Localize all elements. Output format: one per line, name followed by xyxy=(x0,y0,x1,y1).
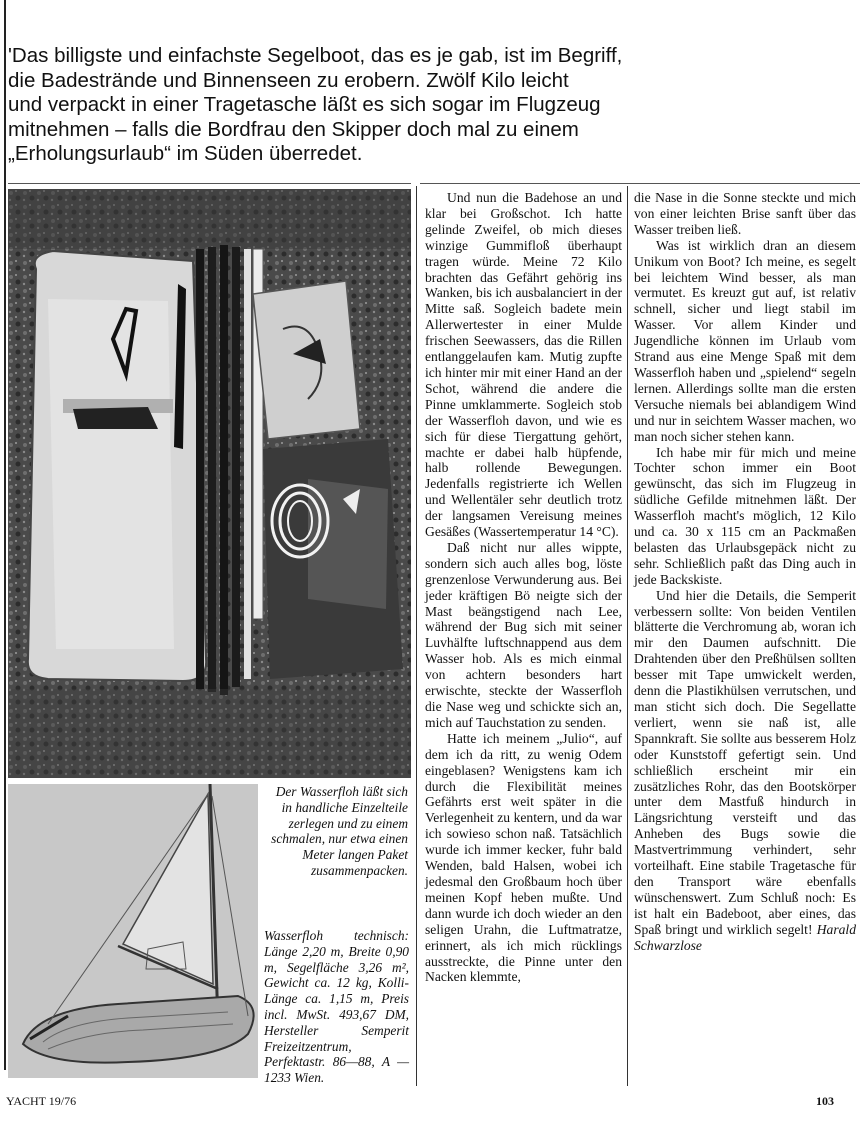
article-paragraph: Hatte ich meinem „Julio“, auf dem ich da ritt, zu wenig Odem eingeblasen? Wenigstens kam ich durch die Flexibilität meines Gefährts erst weit später in die Verlegenheit zu kentern, und da war ich sowieso schon naß. Tatsächlich wurde ich immer kecker, fuhr bald Wenden, bald Halsen, wobei ich jedesmal den Großbaum hoch über meinen Kopf heben mußte. Und dann wurde ich doch wieder an den seligen Urahn, die Luftmatratze, erinnert, als ich mich rücklings ausstreckte, die Pinne unter den Nacken klemmte, xyxy=(425,730,622,985)
paragraph-text: Und hier die Details, die Semperit verbessern sollte: Von beiden Ventilen blätterte die Verchromung ab, woran ich mir den Daumen aufschnitt. Die Drahtenden über den Preßhülsen sollten besser mit Tape umwickelt werden, denn die Plastikhülsen verrutschen, und man sticht sich doch. Die Segellatte verliert, wenn sie naß ist, alle Spannkraft. Sie sollte aus besserem Holz oder Kunststoff gefertigt sein. Und schließlich erscheint mir ein zusätzliches Rohr, das den Bootskörper unter dem Mastfuß hindurch in Längsrichtung versteift und das Anheben des Bugs sowie die Mastvertrimmung verhindert, sehr vorteilhaft. Eine stabile Tragetasche für den Transport wäre ebenfalls wünschenswert. Zum Schluß noch: Es ist halt ein Badeboot, aber eines, das Spaß bringt und wirklich segelt! xyxy=(634,587,856,937)
boat-parts-photo xyxy=(8,189,411,778)
sailboat-illustration xyxy=(8,784,258,1078)
intro-line: 'Das billigste und einfachste Segelboot, das es je gab, ist im Begriff, xyxy=(8,44,623,67)
intro-line: mitnehmen – falls die Bordfrau den Skipper doch mal zu einem xyxy=(8,117,579,141)
intro-paragraph xyxy=(8,44,848,167)
article-paragraph: Daß nicht nur alles wippte, sondern sich auch alles bog, löste grenzenlose Verwunderung aus. Bei jeder kräftigen Bö neigte sich der Mast beängstigend nach Lee, während der Bug sich mit seiner Luvhälfte luftschnappend aus dem Wasser hob. Als es mich einmal von achtern besonders hart erwischte, steckte der Wasserfloh die Nase weg und schickte sich an, mich auf Tauchstation zu senden. xyxy=(425,539,622,730)
article-paragraph: Und nun die Badehose an und klar bei Großschot. Ich hatte gelinde Zweifel, ob mich dieses winzige Gummifloß überhaupt tragen würde. Meine 72 Kilo brachten das Gefährt gehörig ins Wanken, bis ich ausbalanciert in der Mitte saß. Sogleich badete mein Allerwertester in einer Mulde frischen Seewassers, das die Rillen entlanggelaufen kam. Mutig zupfte ich hinter mir mit einer Hand an der Schot, während die andere die Pinne umklammerte. Sogleich stob der Wasserfloh davon, und wie es sich für diese Tiergattung gehört, machte er dabei halb hüpfende, halb rollende Bewegungen. Jedenfalls registrierte ich Wellen und Wellentäler sehr deutlich trotz der langsamen Vereisung meines Gesäßes (Wassertemperatur 14 °C). xyxy=(425,190,622,540)
author-byline: Harald Schwarzlose xyxy=(634,921,856,953)
intro-line: die Badestrände und Binnenseen zu erobern. Zwölf Kilo leicht xyxy=(8,68,569,92)
specs-caption: Wasserfloh technisch: Länge 2,20 m, Breite 0,90 m, Segelfläche 3,26 m², Gewicht ca. 12 kg, Kolli-Länge ca. 1,15 m, Preis incl. MwSt. 493,67 DM, Hersteller Semperit Freizeitzentrum, Perfektastr. 86—88, A — 1233 Wien. xyxy=(264,928,409,1086)
article-column-2 xyxy=(634,190,856,954)
magazine-issue: YACHT 19/76 xyxy=(6,1094,77,1108)
left-margin-rule xyxy=(4,0,6,1070)
article-column-1 xyxy=(425,190,622,985)
intro-line: und verpackt in einer Tragetasche läßt es sich sogar im Flugzeug xyxy=(8,93,601,116)
page-number: 103 xyxy=(816,1094,834,1108)
photo-top-rule xyxy=(8,183,411,184)
article-paragraph: Ich habe mir für mich und meine Tochter schon immer ein Boot gewünscht, das sich im Flugzeug in südliche Gefilde mitnehmen läßt. Der Wasserfloh macht's möglich, 12 Kilo und ca. 30 x 115 cm an Packmaßen belasten das Urlaubsgepäck nicht zu sehr. Schließlich paßt das Ding auch in jede Backskiste. xyxy=(634,444,856,587)
article-paragraph xyxy=(634,588,856,954)
article-paragraph: Was ist wirklich dran an diesem Unikum von Boot? Ich meine, es segelt bei leichtem Wind besser, als man vermutet. Es kreuzt gut auf, ist relativ schnell, sicher und liegt stabil im Wasser. Vor allem Kinder und Jugendliche können im Urlaub vom Strand aus eine Menge Spaß mit dem Wasserfloh haben und „spielend“ segeln lernen. Allerdings sollte man die ersten Versuche niemals bei ablandigem Wind und nur in seichtem Wasser machen, wo man noch sicher stehen kann. xyxy=(634,237,856,444)
column-divider xyxy=(416,186,417,1086)
intro-line: „Erholungsurlaub“ im Süden überredet. xyxy=(8,142,363,165)
photo-caption: Der Wasserfloh läßt sich in handliche Einzelteile zerlegen und zu einem schmalen, nur etwa einen Meter langen Paket zusammenpacken. xyxy=(271,784,408,878)
column-divider xyxy=(627,186,628,1086)
text-top-rule xyxy=(420,183,860,184)
article-paragraph: die Nase in die Sonne steckte und mich von einer leichten Brise sanft über das Wasser treiben ließ. xyxy=(634,190,856,237)
